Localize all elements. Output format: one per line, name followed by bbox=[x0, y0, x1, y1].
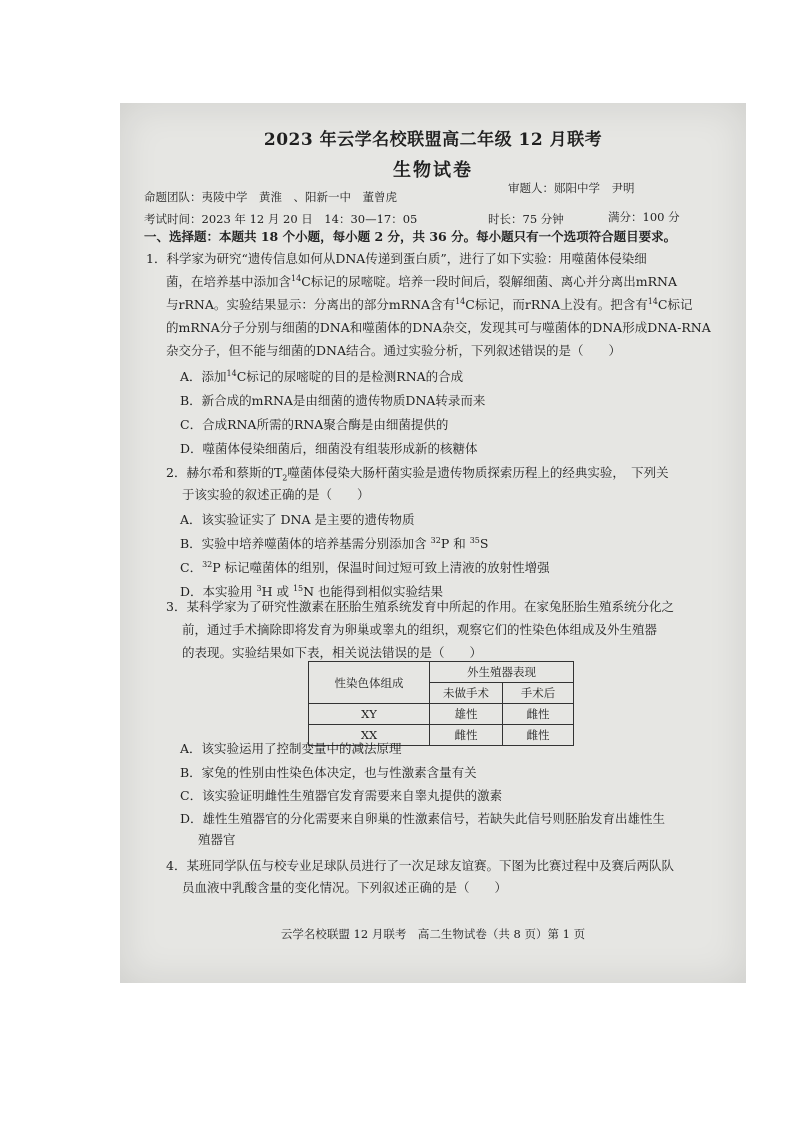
q3-option-d-1: D．雄性生殖器官的分化需要来自卵巢的性激素信号，若缺失此信号则胚胎发育出雄性生 bbox=[180, 811, 666, 826]
q3-line-3: 的表现。实验结果如下表，相关说法错误的是（ ） bbox=[182, 645, 483, 660]
q2-option-b: B．实验中培养噬菌体的培养基需分别添加含 $^{32}$P 和 $^{35}$S bbox=[180, 535, 489, 551]
table-cell: 雌性 bbox=[503, 725, 574, 746]
table-header-after-surgery: 手术后 bbox=[503, 683, 574, 704]
meta-time: 考试时间：2023 年 12 月 20 日 14：30—17：05 bbox=[144, 212, 418, 226]
q4-line-1: 4．某班同学队伍与校专业足球队员进行了一次足球友谊赛。下图为比赛过程中及赛后两队队 bbox=[166, 858, 674, 873]
q2-line-2: 于该实验的叙述正确的是（ ） bbox=[182, 487, 370, 502]
q3-line-2: 前，通过手术摘除即将发育为卵巢或睾丸的组织，观察它们的性染色体组成及外生殖器 bbox=[182, 622, 658, 637]
experiment-table bbox=[308, 661, 574, 746]
q1-option-a: A．添加$^{14}$C标记的尿嘧啶的目的是检测RNA的合成 bbox=[180, 368, 464, 384]
q2-option-a: A．该实验证实了 DNA 是主要的遗传物质 bbox=[180, 512, 415, 527]
exam-title: 2023 年云学名校联盟高二年级 12 月联考 bbox=[263, 130, 603, 150]
meta-score: 满分：100 分 bbox=[608, 210, 680, 224]
table-cell: 雌性 bbox=[430, 725, 503, 746]
table-cell: XX bbox=[309, 725, 430, 746]
exam-subtitle: 生物试卷 bbox=[393, 160, 473, 181]
table-header-group: 外生殖器表现 bbox=[430, 662, 574, 683]
q2-line-1: 2．赫尔希和蔡斯的$T_2$噬菌体侵染大肠杆菌实验是遗传物质探索历程上的经典实验， 下列关 bbox=[166, 465, 669, 483]
q1-line-1: 1．科学家为研究“遗传信息如何从DNA传递到蛋白质”，进行了如下实验：用噬菌体侵染细 bbox=[146, 251, 647, 266]
table-header-no-surgery: 未做手术 bbox=[430, 683, 503, 704]
q1-line-4: 的mRNA分子分别与细菌的DNA和噬菌体的DNA杂交，发现其可与噬菌体的DNA形成DNA-RNA bbox=[166, 320, 711, 335]
q3-option-d-2: 殖器官 bbox=[198, 832, 236, 847]
q3-option-c: C．该实验证明雌性生殖器官发育需要来自睾丸提供的激素 bbox=[180, 788, 503, 803]
exam-page bbox=[120, 103, 746, 983]
q3-option-a: A．该实验运用了控制变量中的减法原理 bbox=[180, 741, 402, 756]
page-footer: 云学名校联盟 12 月联考 高二生物试卷（共 8 页）第 1 页 bbox=[280, 927, 586, 941]
table-row bbox=[309, 704, 574, 725]
q1-option-d: D．噬菌体侵染细菌后，细菌没有组装形成新的核糖体 bbox=[180, 441, 478, 456]
q1-line-5: 杂交分子，但不能与细菌的DNA结合。通过实验分析，下列叙述错误的是（ ） bbox=[166, 343, 621, 358]
table-cell: 雄性 bbox=[430, 704, 503, 725]
q3-option-b: B．家兔的性别由性染色体决定，也与性激素含量有关 bbox=[180, 765, 477, 780]
q1-option-c: C．合成RNA所需的RNA聚合酶是由细菌提供的 bbox=[180, 417, 449, 432]
q4-line-2: 员血液中乳酸含量的变化情况。下列叙述正确的是（ ） bbox=[182, 880, 508, 895]
meta-duration: 时长：75 分钟 bbox=[488, 212, 564, 226]
q1-line-3: 与rRNA。实验结果显示：分离出的部分mRNA含有$^{14}$C标记，而rRNA上没有。把含有$^{14}$C标记 bbox=[166, 296, 693, 312]
q2-option-d: D．本实验用 $^3$H 或 $^{15}$N 也能得到相似实验结果 bbox=[180, 583, 444, 599]
table-cell: 雌性 bbox=[503, 704, 574, 725]
table-header-chromosome: 性染色体组成 bbox=[309, 662, 430, 704]
q1-option-b: B．新合成的mRNA是由细菌的遗传物质DNA转录而来 bbox=[180, 393, 486, 408]
q2-option-c: C．$^{32}$P 标记噬菌体的组别，保温时间过短可致上清液的放射性增强 bbox=[180, 559, 550, 575]
table-cell: XY bbox=[309, 704, 430, 725]
section-heading: 一、选择题：本题共 18 个小题，每小题 2 分，共 36 分。每小题只有一个选项符合题目要求。 bbox=[144, 229, 677, 244]
meta-team: 命题团队：夷陵中学 黄淮 、阳新一中 董曾虎 bbox=[144, 190, 397, 204]
q3-line-1: 3．某科学家为了研究性激素在胚胎生殖系统发育中所起的作用。在家兔胚胎生殖系统分化之 bbox=[166, 599, 674, 614]
q1-line-2: 菌，在培养基中添加含$^{14}$C标记的尿嘧啶。培养一段时间后，裂解细菌、离心并分离出mRNA bbox=[166, 273, 677, 289]
meta-reviewer: 审题人：郧阳中学 尹明 bbox=[508, 181, 635, 195]
